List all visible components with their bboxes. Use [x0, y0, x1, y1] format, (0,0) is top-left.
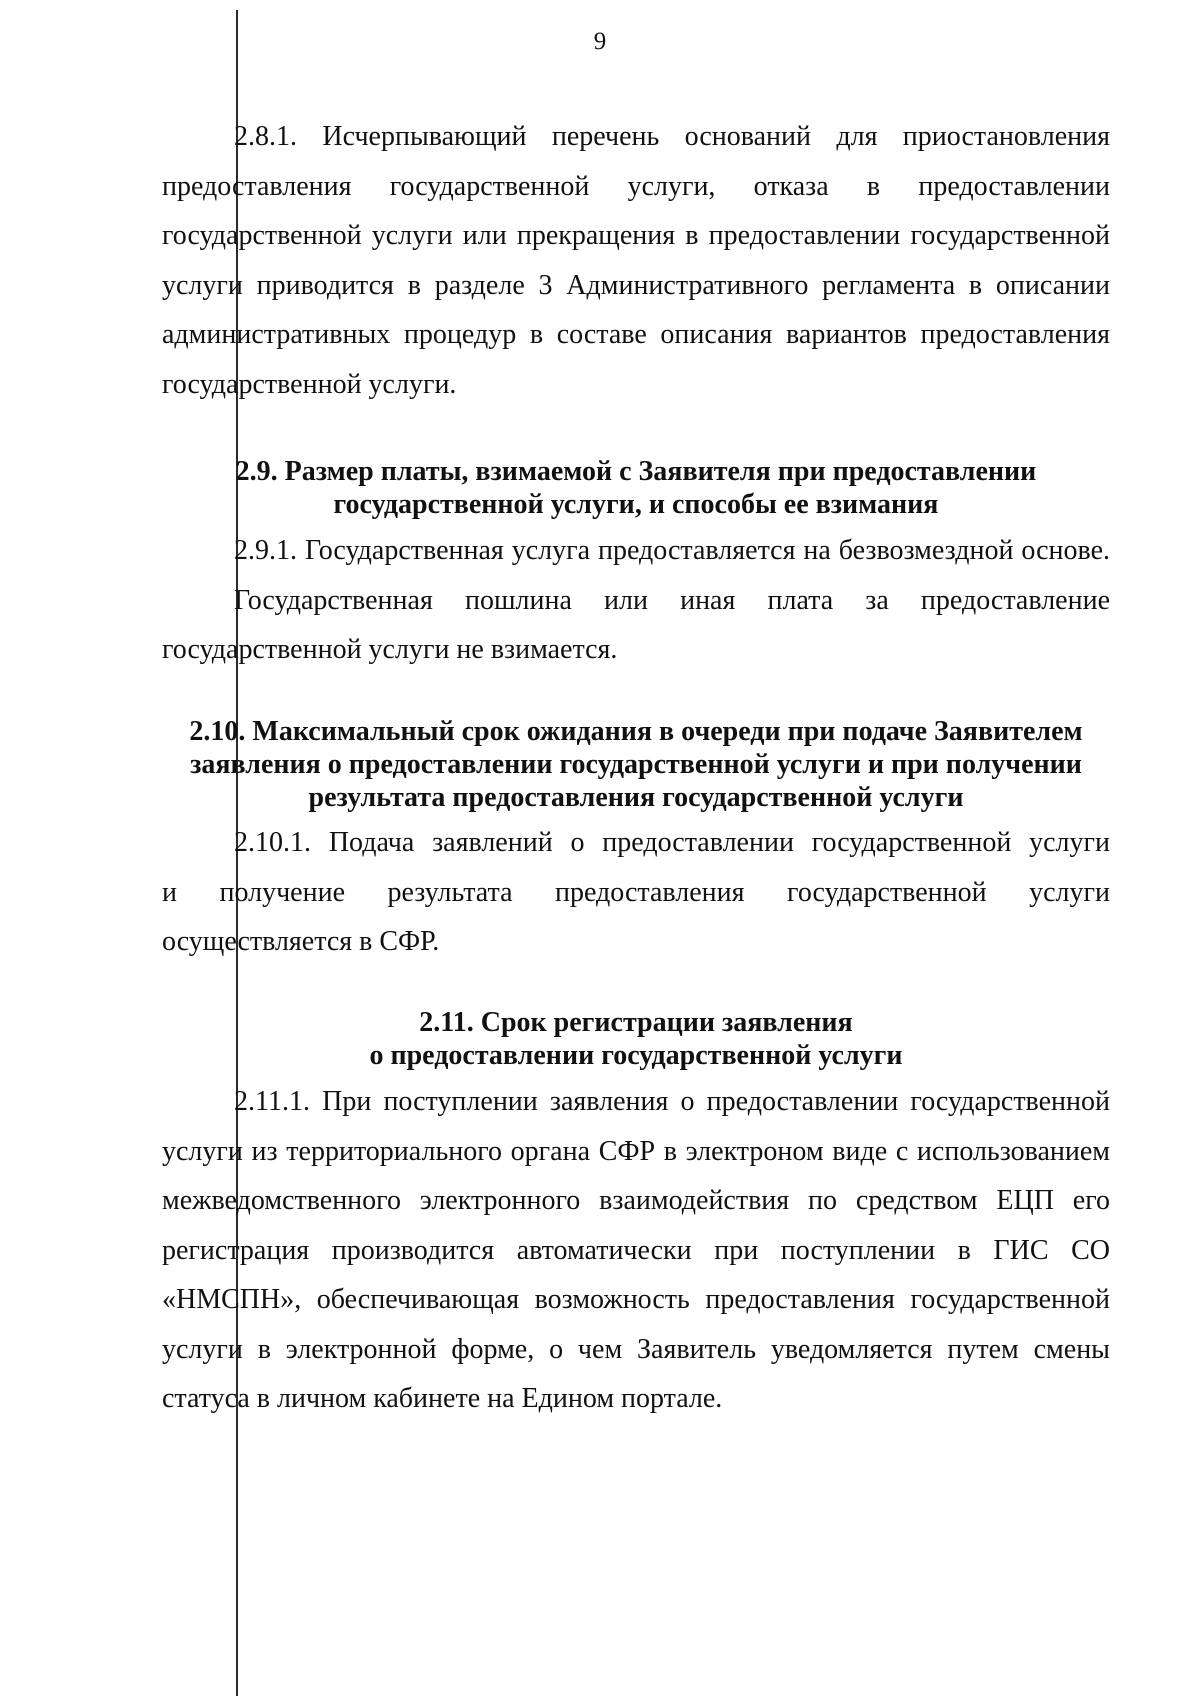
text-line: услуги приводится в разделе 3 Административного регламента в описании — [162, 269, 1110, 301]
heading-line: 2.9. Размер платы, взимаемой с Заявителя при предоставлении — [235, 456, 1037, 487]
page-number: 9 — [593, 28, 607, 55]
text-line: осуществляется в СФР. — [162, 926, 440, 957]
text-line: предоставления государственной услуги, отказа в предоставлении — [162, 170, 1110, 202]
text-line: 2.9.1. Государственная услуга предоставляется на безвозмездной основе. — [234, 535, 1110, 566]
heading-line: о предоставлении государственной услуги — [369, 1040, 903, 1071]
section-heading-2-11 — [162, 1006, 1110, 1072]
heading-line: государственной услуги, и способы ее взимания — [333, 489, 939, 520]
text-line: Государственная пошлина или иная плата за предоставление — [234, 584, 1110, 616]
paragraph-2-10-1 — [162, 818, 1110, 967]
heading-line: 2.11. Срок регистрации заявления — [419, 1007, 853, 1038]
text-line: статуса в личном кабинете на Едином портале. — [162, 1383, 723, 1414]
text-line: межведомственного электронного взаимодействия по средством ЕЦП его — [162, 1185, 1110, 1216]
section-heading-2-9 — [162, 455, 1110, 521]
text-line: услуги из территориального органа СФР в электроном виде с использованием — [162, 1135, 1110, 1167]
heading-line: 2.10. Максимальный срок ожидания в очереди при подаче Заявителем — [189, 716, 1083, 747]
paragraph-2-9-1 — [162, 526, 1110, 675]
text-line: 2.8.1. Исчерпывающий перечень оснований для приостановления — [234, 121, 1110, 152]
text-line: услуги в электронной форме, о чем Заявитель уведомляется путем смены — [162, 1333, 1110, 1365]
section-heading-2-10 — [162, 715, 1110, 814]
paragraph-2-11-1 — [162, 1077, 1110, 1424]
text-line: и получение результата предоставления государственной услуги — [162, 876, 1110, 908]
text-line: «НМСПН», обеспечивающая возможность предоставления государственной — [162, 1284, 1110, 1315]
heading-line: заявления о предоставлении государственной услуги и при получении — [190, 749, 1082, 780]
text-line: государственной услуги не взимается. — [162, 634, 618, 665]
text-line: государственной услуги. — [162, 368, 457, 400]
text-line: государственной услуги или прекращения в предоставлении государственной — [162, 220, 1110, 251]
text-line: регистрация производится автоматически при поступлении в ГИС СО — [162, 1234, 1110, 1266]
text-line: административных процедур в составе описания вариантов предоставления — [162, 319, 1110, 350]
paragraph-2-8-1 — [162, 112, 1110, 409]
text-line: 2.11.1. При поступлении заявления о предоставлении государственной — [234, 1086, 1110, 1117]
text-line: 2.10.1. Подача заявлений о предоставлении государственной услуги — [234, 827, 1110, 858]
heading-line: результата предоставления государственной услуги — [308, 782, 964, 813]
